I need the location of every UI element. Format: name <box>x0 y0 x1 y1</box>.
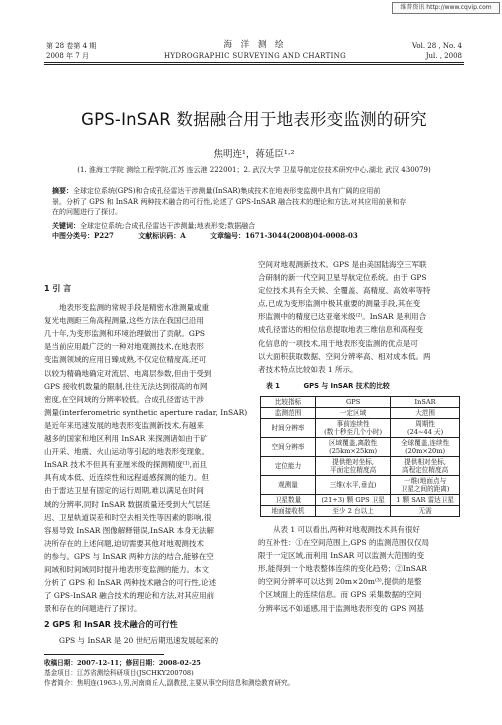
paragraph-line: 成孔径雷达的相位信息提取地表三维信息和高程变 <box>258 325 423 335</box>
paragraph-line: 点,已成为变形监测中极其重要的测量手段,其在变 <box>258 299 421 309</box>
abstract-line: 在的问题进行了探讨。 <box>52 208 122 216</box>
table-cell: (21+3) 颗 GPS 卫星 <box>316 494 391 505</box>
header-rule <box>44 62 464 63</box>
keywords-label: 关键词： <box>52 220 80 230</box>
header-volume: 第 28 卷第 4 期 <box>46 42 97 50</box>
paragraph-line: 从表 1 可以看出,两种对地观测技术具有很好 <box>273 524 420 534</box>
paragraph-line: 分辨率远不如遥感,用于监测地表形变的 GPS 网基 <box>258 603 424 613</box>
paragraph-line: 变监测领域的应用日臻成熟,不仅定位精度高,还可 <box>44 355 207 365</box>
paragraph-line: 间域和时间域同时提升地表形变监测的能力。本文 <box>44 564 209 574</box>
paragraph-line: 测量(interferometric synthetic aperture radar, InSAR) <box>44 407 248 417</box>
paragraph-line: 分析了 GPS 和 InSAR 两种技术融合的可行性,论述 <box>44 578 217 588</box>
table-row <box>261 456 460 475</box>
table-cell: InSAR <box>391 396 460 407</box>
table-cell: 事前连续性 (数十秒至几个小时) <box>316 418 391 437</box>
table-cell: 比较指标 <box>261 396 316 407</box>
header-date: 2008 年 7 月 <box>46 52 89 60</box>
right-column <box>258 258 464 615</box>
paragraph-line: 地表形变监测的常规手段是精密水准测量或重 <box>59 303 209 313</box>
paragraph-line: 决所存在的上述问题,迫切需要其他对地观测技术 <box>44 538 204 548</box>
table-row <box>261 475 460 494</box>
left-column <box>44 282 246 648</box>
paragraph-line: 的参与。GPS 与 InSAR 两种方法的结合,能够在空 <box>44 551 214 561</box>
paragraph-line: 山开采、地震、火山运动等引起的地表形变现象。 <box>44 447 209 457</box>
section-heading-2: 2 GPS 和 InSAR 技术融合的可行性 <box>44 620 178 630</box>
abstract <box>52 186 462 242</box>
table-cell: 提供相对坐标, 高程定位精度高 <box>391 456 460 475</box>
paragraph-line: 是近年来迅速发展的地表形变监测新技术,有越来 <box>44 420 204 430</box>
paragraph-line: 几十年,为变形监测和环境治理做出了贡献。GPS <box>44 329 206 339</box>
paragraph-line: 者技术特点比较如表 1 所示。 <box>258 364 358 374</box>
paragraph-line: 的空间分辨率可以达到 20m×20m⁽³⁾,提供的是整 <box>258 577 422 587</box>
affiliation: (1. 淮海工学院 测绘工程学院,江苏 连云港 222001；2. 武汉大学 卫星导航定位技术研究中心,湖北 武汉 430079) <box>77 166 431 174</box>
authors: 焦明连¹，蒋延臣¹·² <box>213 149 295 160</box>
footnote-author: 作者简介：焦明连(1963-),男,河南商丘人,副教授,主要从事空间信息和测绘教育研究。 <box>44 679 295 687</box>
table-row <box>261 494 460 505</box>
paragraph-line: GPS 接收机数量的限制,往往无法达到很高的布网 <box>44 381 208 391</box>
paragraph-line: 密度,在空间域的分辨率较低。合成孔径雷达干涉 <box>44 394 204 404</box>
table-cell: 定位能力 <box>261 456 316 475</box>
header-volume-en: Vol. 28 , No. 4 <box>411 42 462 50</box>
table-cell: 地面接收机 <box>261 505 316 516</box>
table-cell: 周期性 (24~44 天) <box>391 418 460 437</box>
table-cell: 至少 2 台以上 <box>316 505 391 516</box>
paragraph-line: 容易导致 InSAR 图像解释错误,InSAR 本身无法解 <box>44 525 215 535</box>
table-cell: 空间分辨率 <box>261 437 316 456</box>
table-cell: 全球覆盖,连续性 (20m×20m) <box>391 437 460 456</box>
paragraph-line: 域的分辨率,同时 InSAR 数据质量还受到大气层延 <box>44 499 211 509</box>
paragraph-line: 的互补性：①在空间范围上,GPS 的监测范围仅仅局 <box>258 538 429 548</box>
footnote-dates: 收稿日期：2007-12-11；修回日期：2008-02-25 <box>44 659 201 667</box>
paragraph-line: 定位技术具有全天候、全覆盖、高精度、高效率等特 <box>258 286 431 296</box>
paragraph-line: 形,能得到一个地表整体连续的变化趋势；②InSAR <box>258 564 427 574</box>
paragraph-line: 景和存在的问题进行了探讨。 <box>44 604 142 614</box>
table-cell: GPS <box>316 396 391 407</box>
paragraph-line: 了 GPS-InSAR 融合技术的理论和方法,对其应用前 <box>44 591 215 601</box>
table-cell: 一定区域 <box>316 407 391 418</box>
section-heading-1: 1 引 言 <box>44 284 72 293</box>
article-meta: 中图分类号：P227 文献标识码：A 文章编号：1671-3044(2008)04-0008-03 <box>52 231 358 240</box>
table-cell: 三维(水平,垂直) <box>316 475 391 494</box>
paragraph-line: 复光电测距三角高程测量,这些方法在我国已沿用 <box>44 316 204 326</box>
table-cell: 无需 <box>391 505 460 516</box>
abstract-line: 全球定位系统(GPS)和合成孔径雷达干涉测量(InSAR)集成技术在地表形变监测中具有广阔的应用前 <box>73 187 381 195</box>
table-row <box>261 437 460 456</box>
table-cell: 卫星数量 <box>261 494 316 505</box>
journal-name-en: HYDROGRAPHIC SURVEYING AND CHARTING <box>164 52 346 60</box>
journal-name-cn: 海 洋 测 绘 <box>223 40 287 50</box>
paragraph-line: 具有成本低、近连续性和远程遥感探测的能力。但 <box>44 473 209 483</box>
paragraph-line: 以大面积获取数据、空间分辨率高、相对成本低。两 <box>258 351 431 361</box>
table-cell: 一维(地面点与 卫星之间的距离) <box>391 475 460 494</box>
abstract-line: 景。分析了 GPS 和 InSAR 两种技术融合的可行性,论述了 GPS-InSAR 融合技术的理论和方法,对其应用前景和存 <box>52 197 407 206</box>
table-cell: 观测量 <box>261 475 316 494</box>
table-row <box>261 418 460 437</box>
footnote-fund: 基金项目：江苏省测绘科研项目(JSCHKY200708) <box>44 669 194 677</box>
paragraph-line: 迟、卫星轨道误差和时空去相关性等因素的影响,很 <box>44 512 212 522</box>
abstract-label: 摘要： <box>52 186 73 195</box>
table-row <box>261 407 460 418</box>
paper-title: GPS-InSAR 数据融合用于地表形变监测的研究 <box>81 110 427 129</box>
comparison-table <box>260 396 460 517</box>
table-caption: 表 1 GPS 与 InSAR 技术的比较 <box>266 381 390 390</box>
watermark-stamp: 维普资讯 http://www.cqvip.com <box>392 2 500 14</box>
table-row <box>261 396 460 407</box>
paragraph-line: 个区域面上的连续信息。而 GPS 采集数据的空间 <box>258 590 422 600</box>
paragraph-line: 是当前应用最广泛的一种对地观测技术,在地表形 <box>44 342 204 352</box>
paragraph-line: 空间对地观测新技术。GPS 是由美国陆海空三军联 <box>258 260 427 269</box>
paragraph-line: 越多的国家和地区利用 InSAR 来探测诸如由于矿 <box>44 434 208 444</box>
footnotes <box>44 658 294 688</box>
paragraph-line: 形监测中的精度已达亚毫米级⁽²⁾。InSAR 是利用合 <box>258 312 427 322</box>
header-rule-thin <box>44 64 464 65</box>
table-cell: 时间分辨率 <box>261 418 316 437</box>
table-cell: 区域覆盖,离散性 (25km×25km) <box>316 437 391 456</box>
paragraph-line: InSAR 技术不但具有亚厘米级的探测精度⁽¹⁾,而且 <box>44 460 207 470</box>
paragraph-line: 限于一定区域,而利用 InSAR 可以监测大范围的变 <box>258 551 425 561</box>
keywords: 全球定位系统;合成孔径雷达干涉测量;地表形变;数据融合 <box>80 221 256 230</box>
table-cell: 大范围 <box>391 407 460 418</box>
paragraph-line: 以较为精确地确定对流层、电离层参数,但由于受到 <box>44 368 212 378</box>
table-cell: 提供绝对坐标, 平面定位精度高 <box>316 456 391 475</box>
paragraph-line: 化信息的一项技术,用于地表形变监测的优点是可 <box>258 338 418 348</box>
paragraph-line: 由于雷达卫星有固定的运行周期,难以满足在时间 <box>44 486 204 496</box>
table-row <box>261 505 460 516</box>
table-cell: 1 颗 SAR 雷达卫星 <box>391 494 460 505</box>
footnote-rule <box>44 654 164 655</box>
paragraph-line: GPS 与 InSAR 是 20 世纪后期迅速发展起来的 <box>59 636 219 646</box>
paragraph-line: 合研制的新一代空间卫星导航定位系统。由于 GPS <box>258 273 427 283</box>
header-date-en: Jul. , 2008 <box>425 52 462 60</box>
table-cell: 监测范围 <box>261 407 316 418</box>
